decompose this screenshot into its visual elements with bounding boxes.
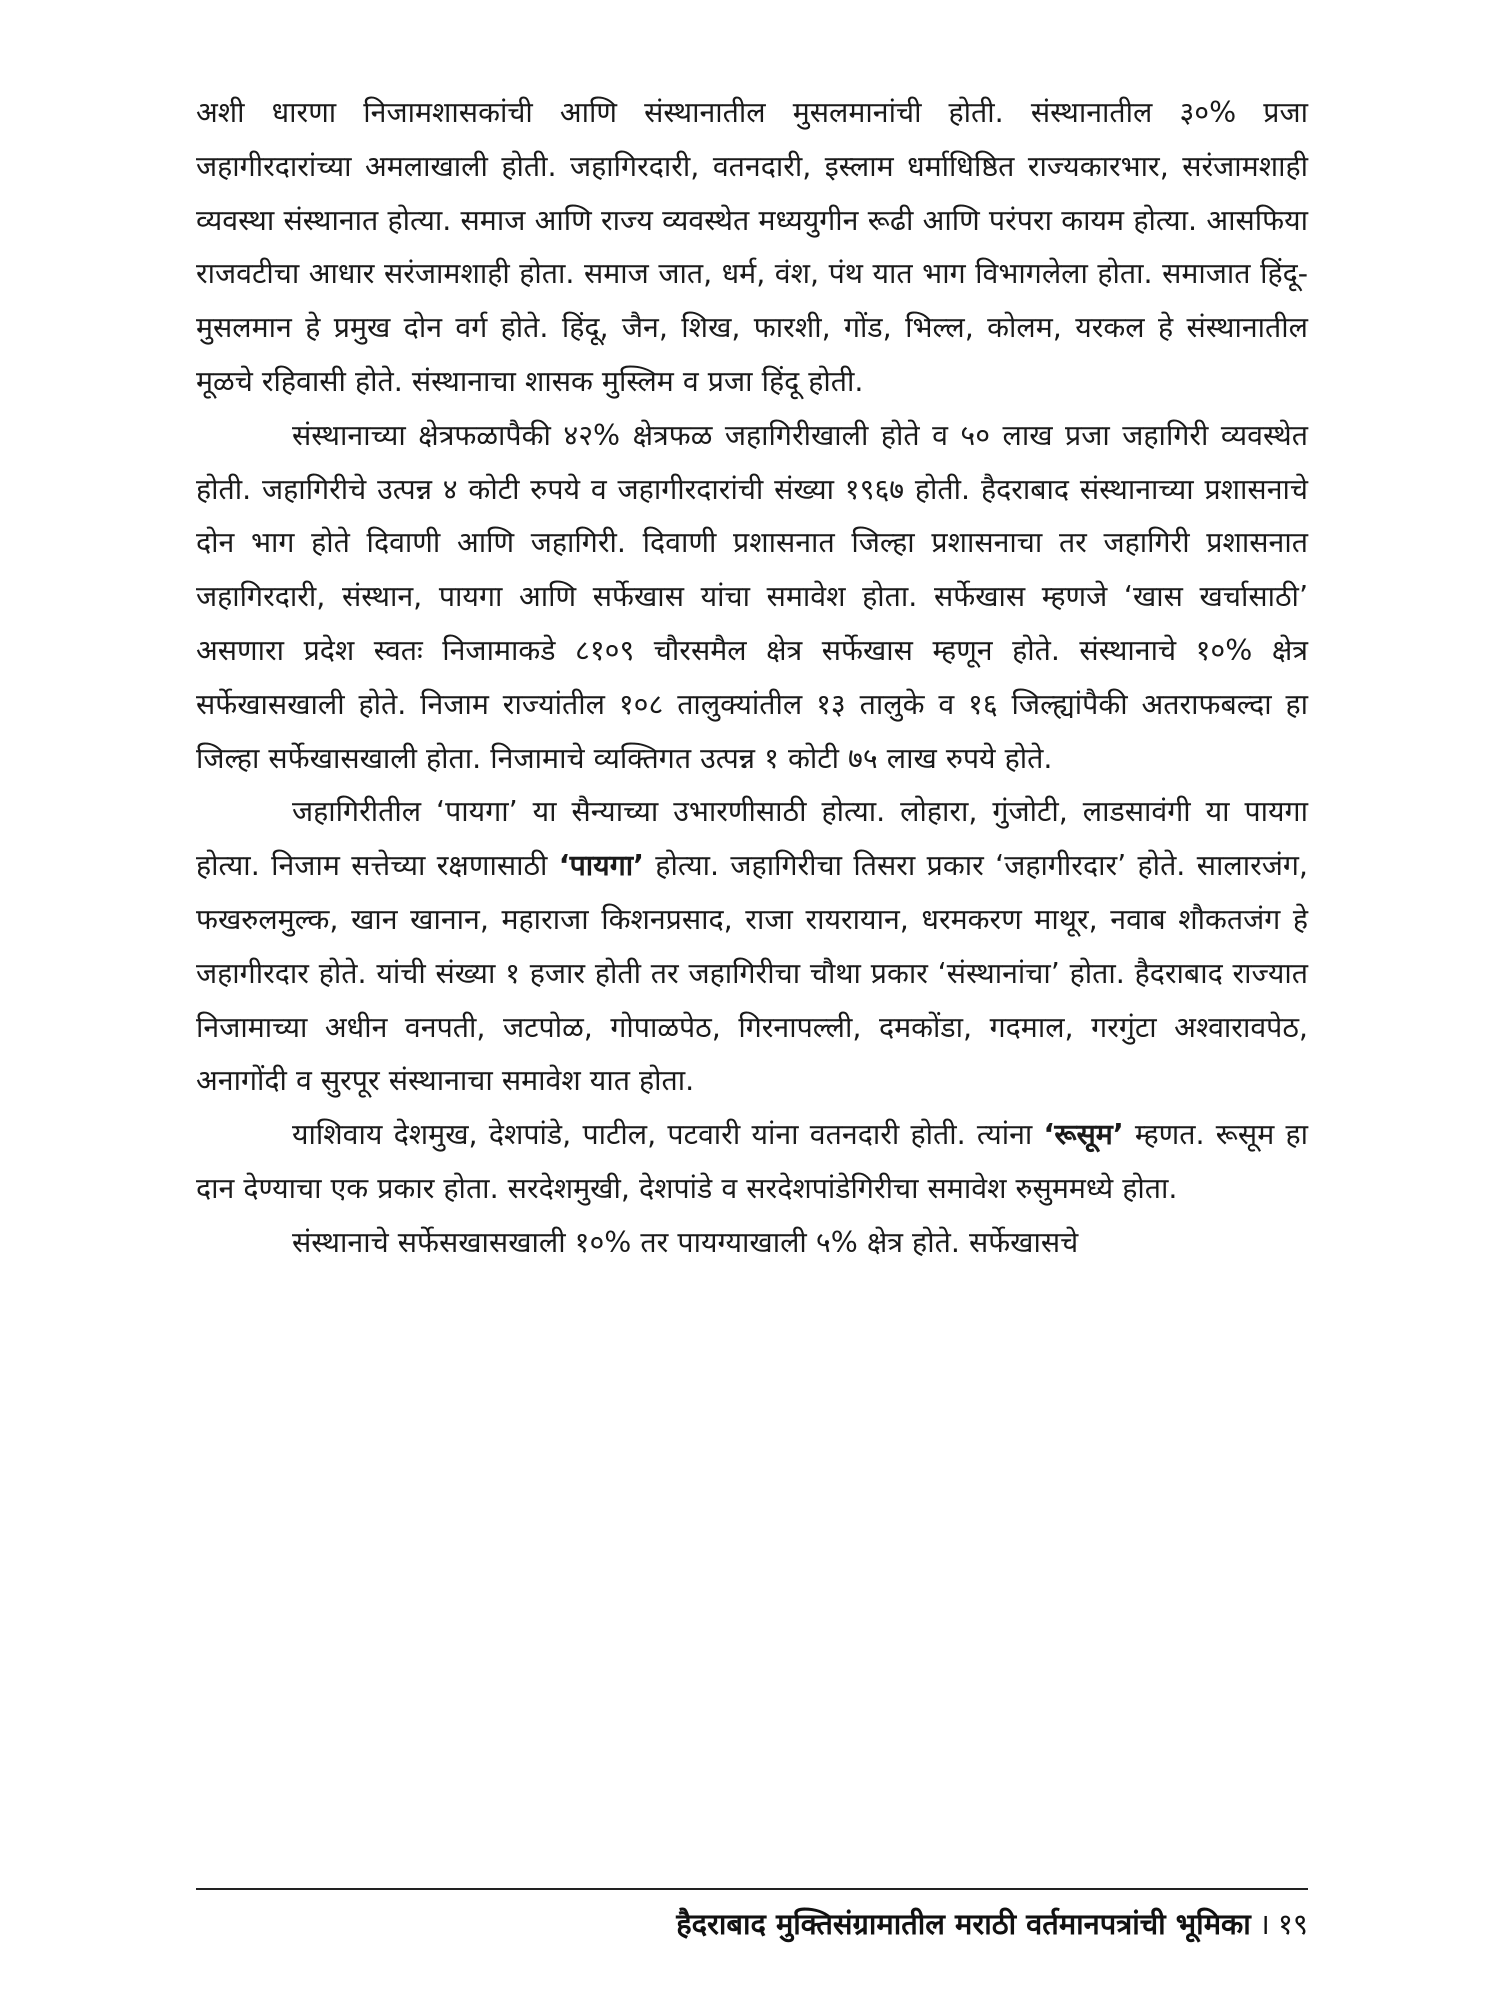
paragraph-3-bold-term: ‘पायगा’ xyxy=(558,849,644,883)
paragraph-3-text-b: होत्या. जहागिरीचा तिसरा प्रकार ‘जहागीरदार’ होते. सालारजंग, फखरुलमुल्क, खान खानान, महाराजा किशनप्रसाद, राजा रायरायान, धरमकरण माथूर, नवाब शौकतजंग हे जहागीरदार होते. यांची संख्या १ हजार होती तर जहागिरीचा चौथा प्रकार ‘संस्थानांचा’ होता. हैदराबाद राज्यात निजामाच्या अधीन वनपती, जटपोळ, गोपाळपेठ, गिरनापल्ली, दमकोंडा, गदमाल, गरगुंटा अश्वारावपेठ, अनागोंदी व सुरपूर संस्थानाचा समावेश यात होता. xyxy=(196,849,1308,1098)
running-footer xyxy=(676,1904,1308,1943)
paragraph-2 xyxy=(196,409,1308,786)
paragraph-5 xyxy=(196,1216,1308,1270)
paragraph-3-text-a: जहागिरीतील ‘पायगा’ या सैन्याच्या उभारणीसाठी होत्या. लोहारा, गुंजोटी, लाडसावंगी या पायगा होत्या. निजाम सत्तेच्या रक्षणासाठी xyxy=(196,795,1308,883)
footer-book-title: हैदराबाद मुक्तिसंग्रामातील मराठी वर्तमानपत्रांची भूमिका xyxy=(676,1907,1251,1941)
paragraph-4 xyxy=(196,1108,1308,1216)
paragraph-2-text: संस्थानाच्या क्षेत्रफळापैकी ४२% क्षेत्रफळ जहागिरीखाली होते व ५० लाख प्रजा जहागिरी व्यवस्थेत होती. जहागिरीचे उत्पन्न ४ कोटी रुपये व जहागीरदारांची संख्या १९६७ होती. हैदराबाद संस्थानाच्या प्रशासनाचे दोन भाग होते दिवाणी आणि जहागिरी. दिवाणी प्रशासनात जिल्हा प्रशासनाचा तर जहागिरी प्रशासनात जहागिरदारी, संस्थान, पायगा आणि सर्फेखास यांचा समावेश होता. सर्फेखास म्हणजे ‘खास खर्चासाठी’ असणारा प्रदेश स्वतः निजामाकडे ८१०९ चौरसमैल क्षेत्र सर्फेखास म्हणून होते. संस्थानाचे १०% क्षेत्र सर्फेखासखाली होते. निजाम राज्यांतील १०८ तालुक्यांतील १३ तालुके व १६ जिल्ह्यांपैकी अतराफबल्दा हा जिल्हा सर्फेखासखाली होता. निजामाचे व्यक्तिगत उत्पन्न १ कोटी ७५ लाख रुपये होते. xyxy=(196,418,1308,775)
paragraph-4-text-a: याशिवाय देशमुख, देशपांडे, पाटील, पटवारी यांना वतनदारी होती. त्यांना xyxy=(292,1118,1044,1152)
paragraph-5-text: संस्थानाचे सर्फेसखासखाली १०% तर पायग्याखाली ५% क्षेत्र होते. सर्फेखासचे xyxy=(292,1225,1079,1259)
paragraph-1 xyxy=(196,86,1308,409)
paragraph-1-text: अशी धारणा निजामशासकांची आणि संस्थानातील मुसलमानांची होती. संस्थानातील ३०% प्रजा जहागीरदारांच्या अमलाखाली होती. जहागिरदारी, वतनदारी, इस्लाम धर्माधिष्ठित राज्यकारभार, सरंजामशाही व्यवस्था संस्थानात होत्या. समाज आणि राज्य व्यवस्थेत मध्ययुगीन रूढी आणि परंपरा कायम होत्या. आसफिया राजवटीचा आधार सरंजामशाही होता. समाज जात, धर्म, वंश, पंथ यात भाग विभागलेला होता. समाजात हिंदू-मुसलमान हे प्रमुख दोन वर्ग होते. हिंदू, जैन, शिख, फारशी, गोंड, भिल्ल, कोलम, यरकल हे संस्थानातील मूळचे रहिवासी होते. संस्थानाचा शासक मुस्लिम व प्रजा हिंदू होती. xyxy=(196,96,1308,398)
body-text xyxy=(196,86,1308,1270)
footer-rule xyxy=(196,1888,1308,1890)
paragraph-4-bold-term: ‘रूसूम’ xyxy=(1043,1118,1124,1152)
paragraph-3 xyxy=(196,785,1308,1108)
page-number: १९ xyxy=(1277,1907,1308,1941)
paragraph-4-text-b: म्हणत. रूसूम हा दान देण्याचा एक प्रकार होता. सरदेशमुखी, देशपांडे व सरदेशपांडेगिरीचा समावेश रुसुममध्ये होता. xyxy=(196,1118,1308,1205)
footer-separator: । xyxy=(1258,1907,1270,1941)
